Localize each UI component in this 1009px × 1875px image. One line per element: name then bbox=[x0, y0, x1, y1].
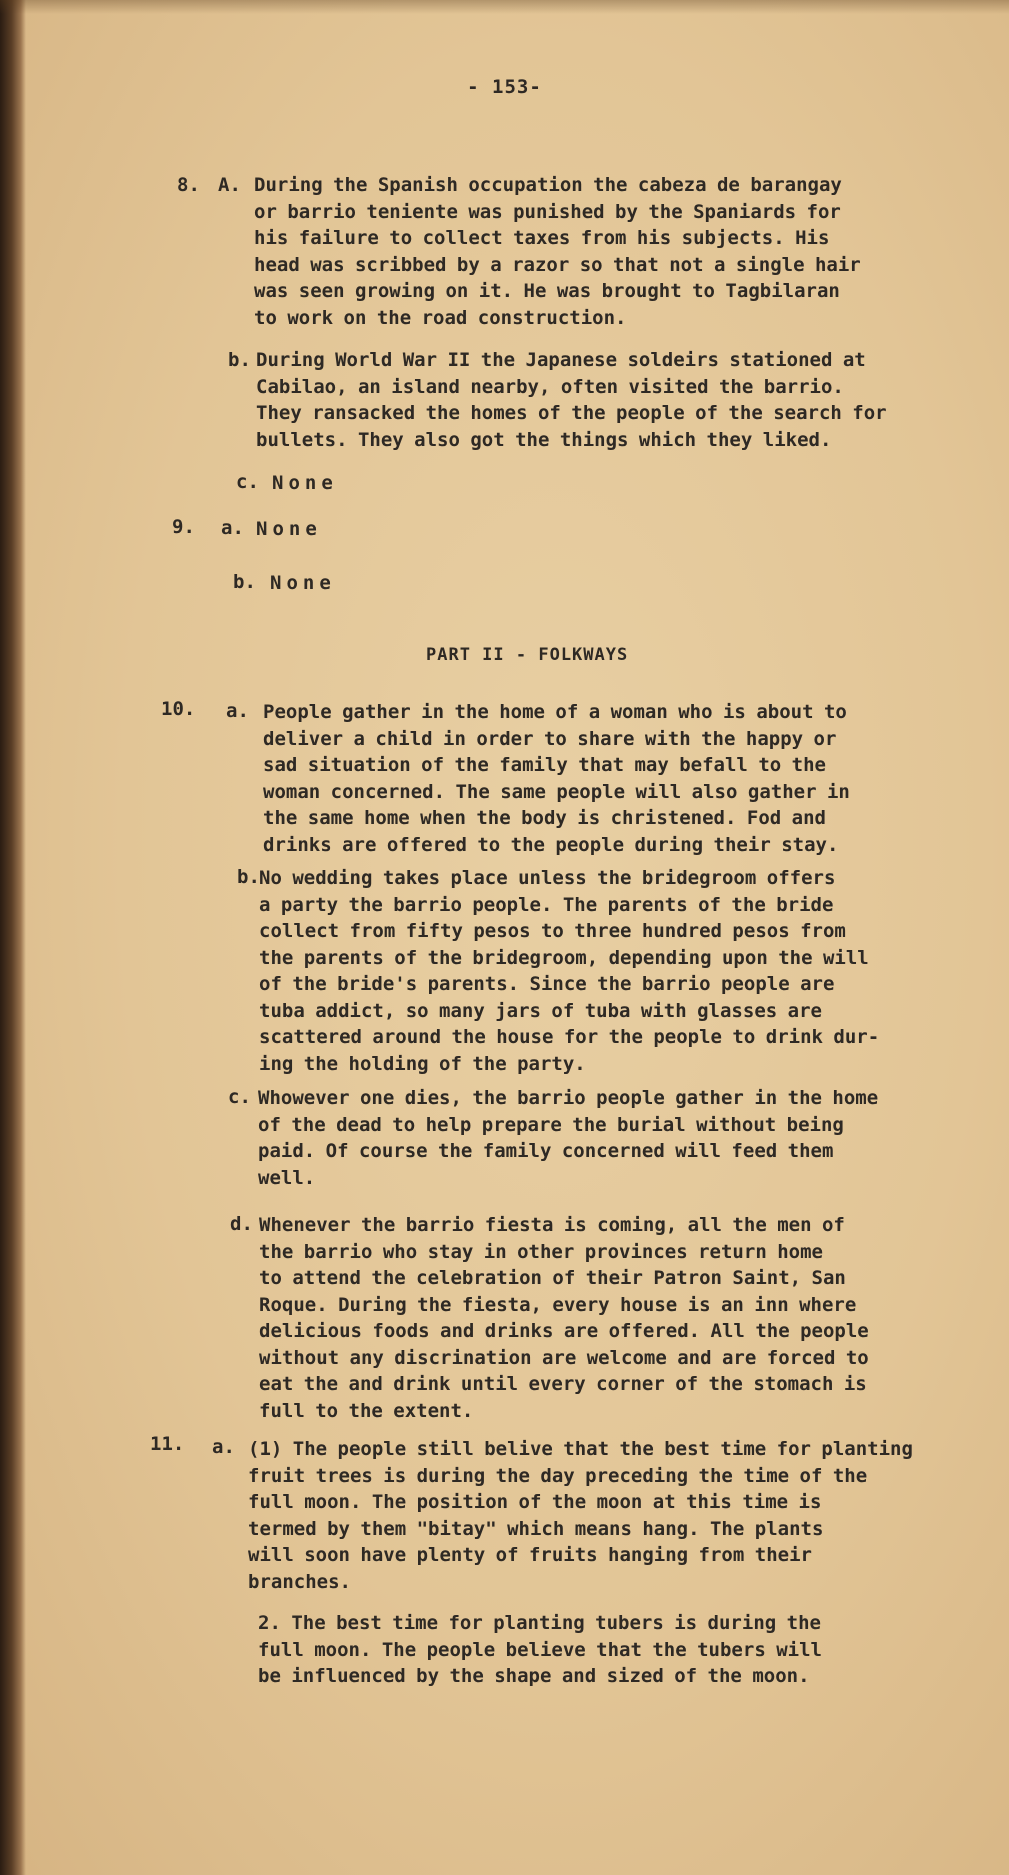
book-binding-shadow bbox=[0, 0, 26, 1875]
item-10b-label: b. bbox=[237, 866, 260, 888]
item-9b-label: b. bbox=[233, 571, 256, 593]
item-11a-label: a. bbox=[212, 1436, 235, 1458]
item-11a1-text: (1) The people still belive that the best time for planting fruit trees is during the day preceding the time of the full moon. The position of the moon at this time is termed by them "bitay" which means hang. The plants will soon have plenty of fruits hanging from their branches. bbox=[248, 1438, 913, 1593]
item-10a-label: a. bbox=[226, 700, 249, 722]
item-8c-label: c. bbox=[236, 471, 259, 493]
item-10d-text: Whenever the barrio fiesta is coming, all the men of the barrio who stay in other provinces return home to attend the celebration of their Patron Saint, San Roque. During the fiesta, every house is an inn where delicious foods and drinks are offered. All the people without any discrination are welcome and are forced to eat the and drink until every corner of the stomach is full to the extent. bbox=[259, 1214, 869, 1422]
item-8b-label: b. bbox=[228, 349, 251, 371]
item-10d-label: d. bbox=[230, 1213, 253, 1235]
part-heading: PART II - FOLKWAYS bbox=[426, 645, 629, 665]
item-11a2-text: 2. The best time for planting tubers is during the full moon. The people believe that the tubers will be influenced by the shape and sized of the moon. bbox=[258, 1612, 822, 1687]
item-8b-text: During World War II the Japanese soldeirs stationed at Cabilao, an island nearby, often visited the barrio. They ransacked the homes of the people of the search for bullets. They also got the things which they liked. bbox=[256, 349, 887, 451]
item-8c-text: None bbox=[272, 472, 338, 494]
item-10b-text: No wedding takes place unless the bridegroom offers a party the barrio people. The parents of the bride collect from fifty pesos to three hundred pesos from the parents of the bridegroom, depending upon the will of the bride's parents. Since the barrio people are tuba addict, so many jars of tuba with glasses are scattered around the house for the people to drink dur- ing the holding of the party. bbox=[259, 867, 880, 1075]
item-9a-label: a. bbox=[221, 517, 244, 539]
item-8a-label: A. bbox=[218, 174, 241, 196]
item-10a-text: People gather in the home of a woman who is about to deliver a child in order to share with the happy or sad situation of the family that may befall to the woman concerned. The same people will also gather in the same home when the body is christened. Fod and drinks are offered to the people during their stay. bbox=[263, 701, 850, 856]
item-10c-text: Whowever one dies, the barrio people gather in the home of the dead to help prepare the burial without being paid. Of course the family concerned will feed them well. bbox=[258, 1087, 879, 1189]
item-8-number: 8. bbox=[177, 174, 200, 196]
item-9a-text: None bbox=[256, 518, 322, 540]
item-9b-text: None bbox=[270, 572, 336, 594]
item-10-number: 10. bbox=[161, 698, 196, 720]
item-11-number: 11. bbox=[150, 1433, 185, 1455]
top-edge-shadow bbox=[0, 0, 1009, 14]
page-number: - 153- bbox=[467, 76, 542, 98]
item-8a-text: During the Spanish occupation the cabeza de barangay or barrio teniente was punished by the Spaniards for his failure to collect taxes from his subjects. His head was scribbed by a razor so that not a single hair was seen growing on it. He was brought to Tagbilaran to work on the road construction. bbox=[254, 174, 861, 329]
item-10c-label: c. bbox=[228, 1086, 251, 1108]
item-9-number: 9. bbox=[172, 516, 195, 538]
